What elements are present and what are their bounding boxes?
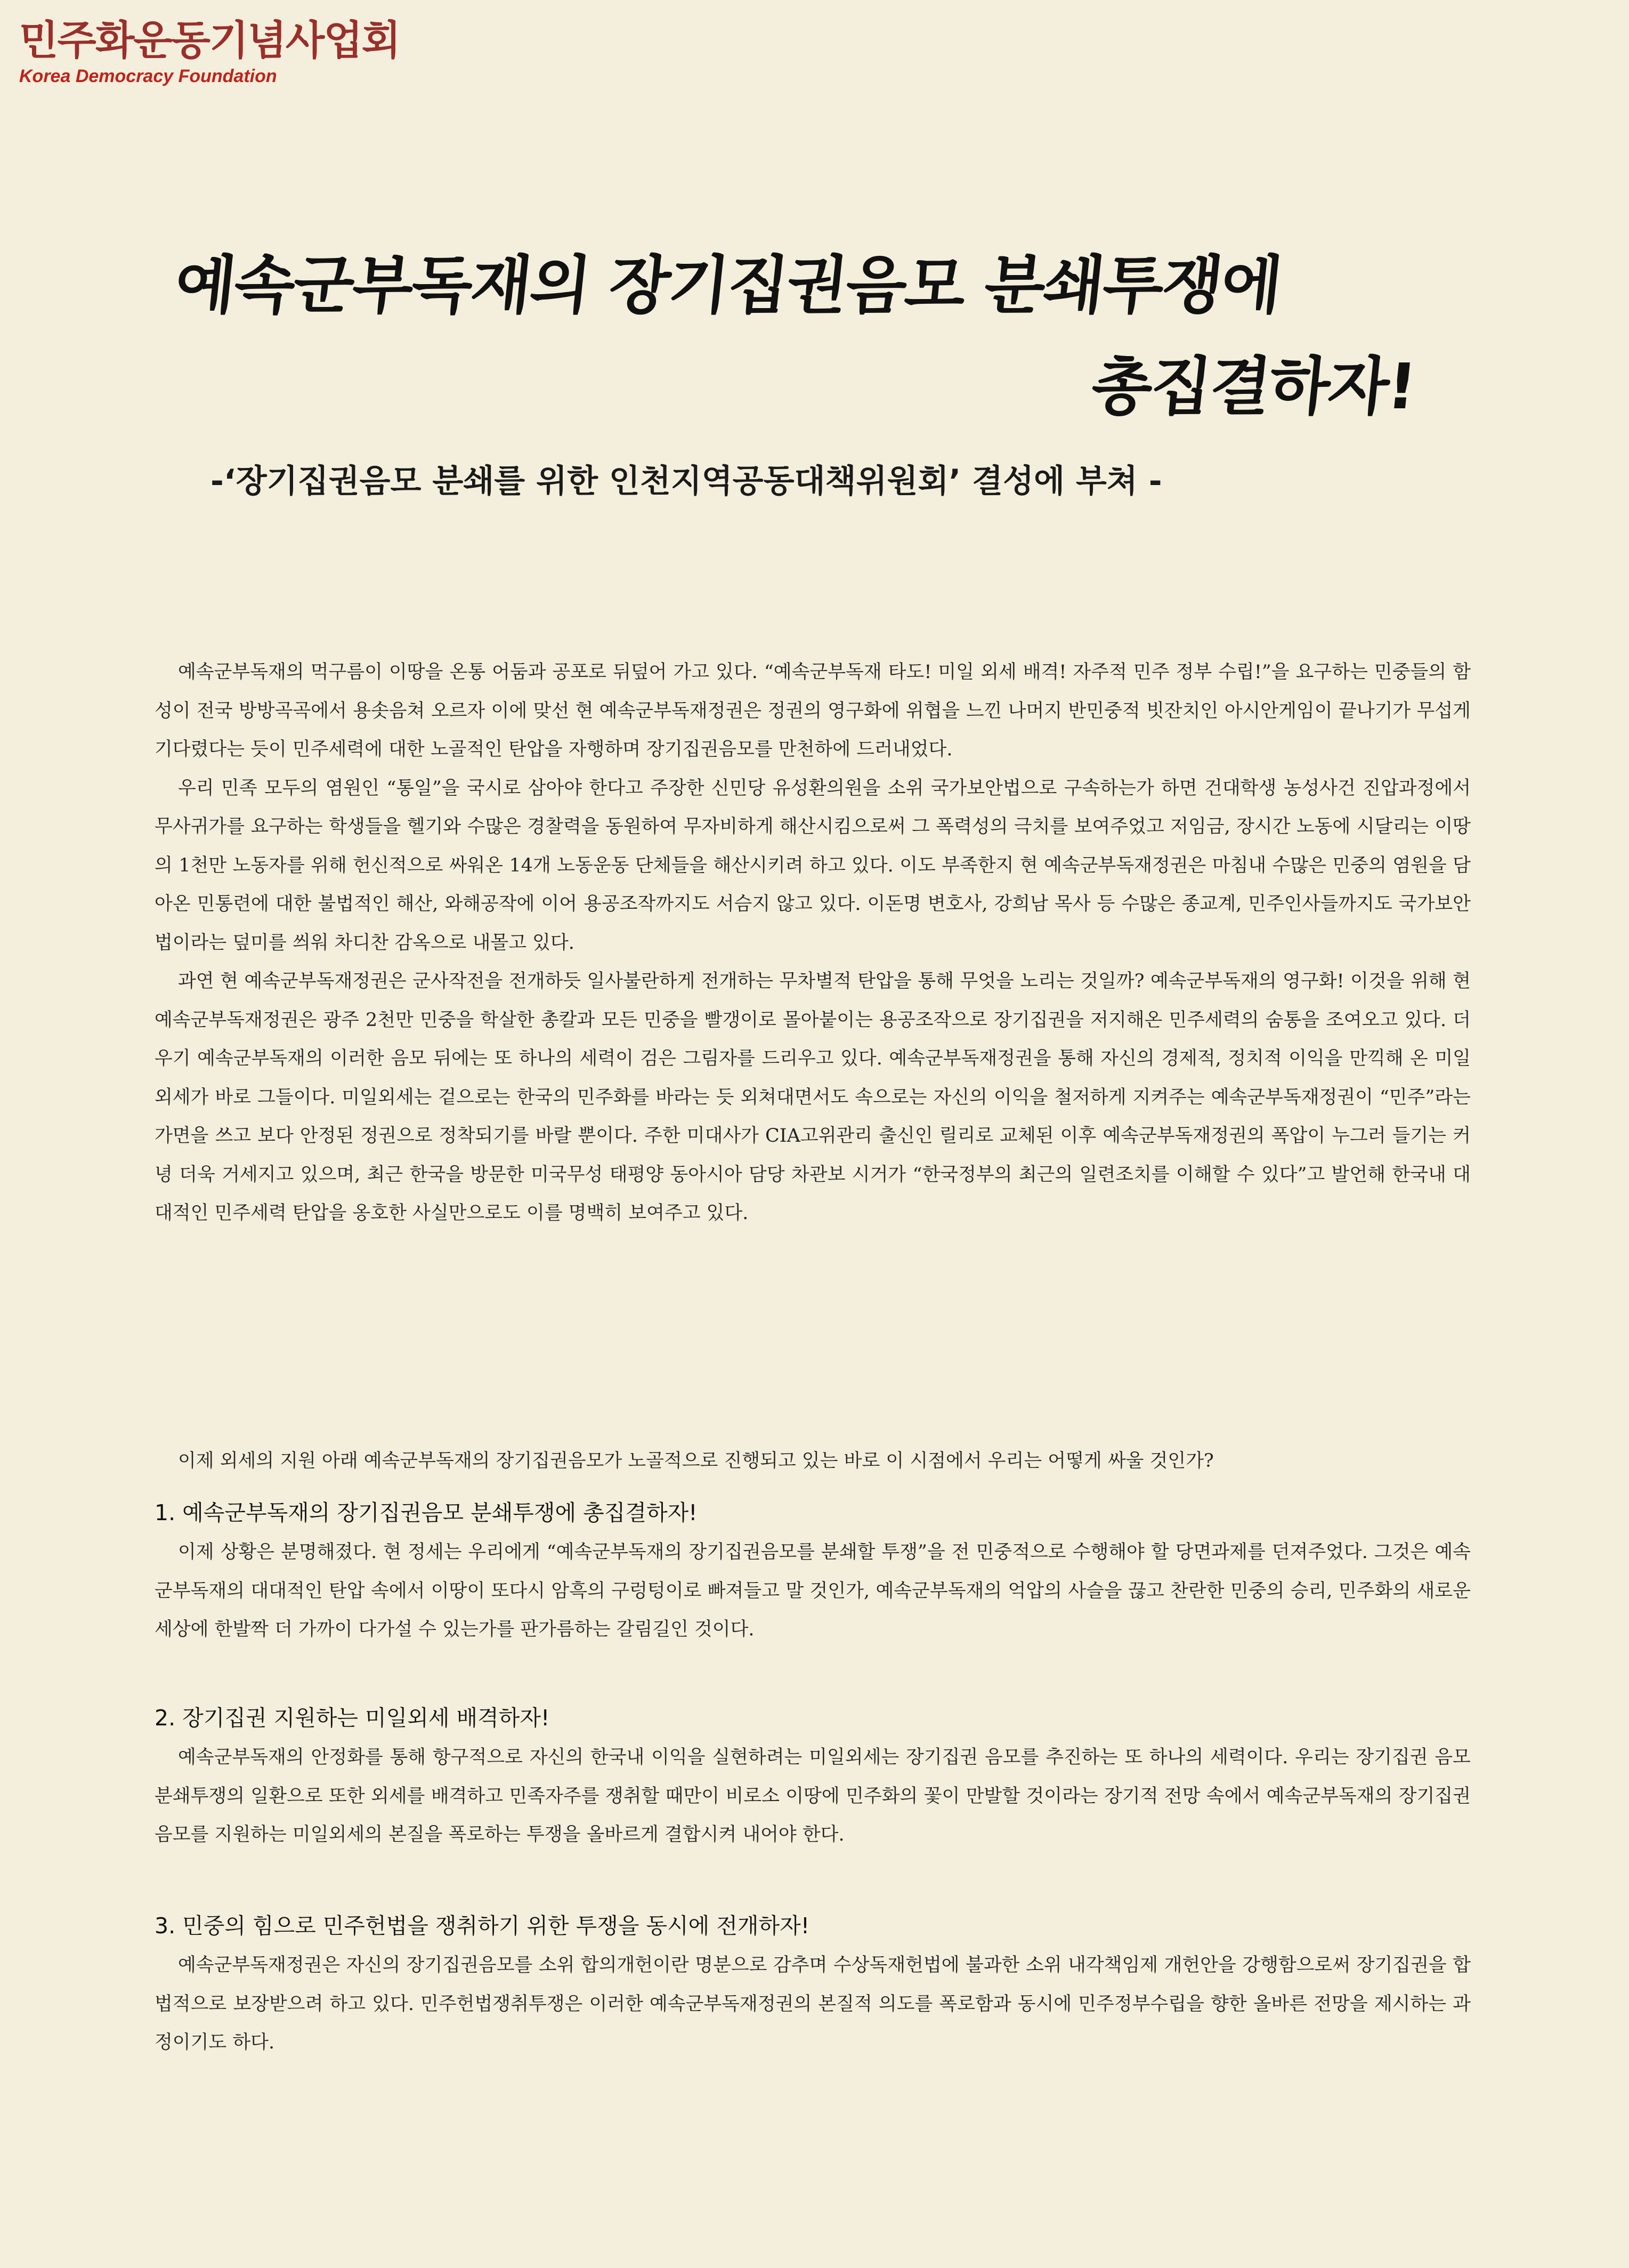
logo-korean-text: 민주화운동기념사업회 bbox=[19, 17, 400, 64]
page-subtitle: -‘장기집권음모 분쇄를 위한 인천지역공동대책위원회’ 결성에 부쳐 - bbox=[210, 463, 1162, 500]
section-heading: 2. 장기집권 지원하는 미일외세 배격하자! bbox=[155, 1705, 550, 1731]
section-2 bbox=[155, 1700, 1471, 1854]
section-heading: 1. 예속군부독재의 장기집권음모 분쇄투쟁에 총집결하자! bbox=[155, 1500, 698, 1526]
paragraph: 과연 현 예속군부독재정권은 군사작전을 전개하듯 일사불란하게 전개하는 무차별적 탄압을 통해 무엇을 노리는 것일까? 예속군부독재의 영구화! 이것을 위해 현 예속군부독재정권은 광주 2천만 민중을 학살한 총칼과 모든 민중을 빨갱이로 몰아붙이는 용공조작으로 장기집권을 저지해온 민주세력의 숨통을 조여오고 있다. 더우기 예속군부독재의 이러한 음모 뒤에는 또 하나의 세력이 검은 그림자를 드리우고 있다. 예속군부독재정권을 통해 자신의 경제적, 정치적 이익을 만끽해 온 미일외세가 바로 그들이다. 미일외세는 겉으로는 한국의 민주화를 바라는 듯 외쳐대면서도 속으로는 자신의 이익을 철저하게 지켜주는 예속군부독재정권이 “민주”라는 가면을 쓰고 보다 안정된 정권으로 정착되기를 바랄 뿐이다. 주한 미대사가 CIA고위관리 출신인 릴리로 교체된 이후 예속군부독재정권의 폭압이 누그러 들기는 커녕 더욱 거세지고 있으며, 최근 한국을 방문한 미국무성 태평양 동아시아 담당 차관보 시거가 “한국정부의 최근의 일련조치를 이해할 수 있다”고 발언해 한국내 대대적인 민주세력 탄압을 옹호한 사실만으로도 이를 명백히 보여주고 있다. bbox=[155, 971, 1471, 1224]
logo-english-text: Korea Democracy Foundation bbox=[19, 66, 277, 86]
intro-question: 이제 외세의 지원 아래 예속군부독재의 장기집권음모가 노골적으로 진행되고 있는 바로 이 시점에서 우리는 어떻게 싸울 것인가? bbox=[178, 1450, 1214, 1472]
body-text bbox=[155, 653, 1471, 1233]
page-title-line2: 총집결하자! bbox=[1088, 350, 1419, 423]
section-body: 예속군부독재의 안정화를 통해 항구적으로 자신의 한국내 이익을 실현하려는 미일외세는 장기집권 음모를 추진하는 또 하나의 세력이다. 우리는 장기집권 음모 분쇄투쟁의 일환으로 또한 외세를 배격하고 민족자주를 쟁취할 때만이 비로소 이땅에 민주화의 꽃이 만발할 것이라는 장기적 전망 속에서 예속군부독재의 장기집권음모를 지원하는 미일외세의 본질을 폭로하는 투쟁을 올바르게 결합시켜 내어야 한다. bbox=[155, 1747, 1471, 1845]
paragraph: 예속군부독재의 먹구름이 이땅을 온통 어둠과 공포로 뒤덮어 가고 있다. “예속군부독재 타도! 미일 외세 배격! 자주적 민주 정부 수립!”을 요구하는 민중들의 함성이 전국 방방곡곡에서 용솟음쳐 오르자 이에 맞선 현 예속군부독재정권은 정권의 영구화에 위협을 느낀 나머지 반민중적 빗잔치인 아시안게임이 끝나기가 무섭게 기다렸다는 듯이 민주세력에 대한 노골적인 탄압을 자행하며 장기집권음모를 만천하에 드러내었다. bbox=[155, 661, 1471, 760]
page-title-line1: 예속군부독재의 장기집권음모 분쇄투쟁에 bbox=[171, 248, 1285, 322]
section-body: 예속군부독재정권은 자신의 장기집권음모를 소위 합의개헌이란 명분으로 감추며 수상독재헌법에 불과한 소위 내각책임제 개헌안을 강행함으로써 장기집권을 합법적으로 보장받으려 하고 있다. 민주헌법쟁취투쟁은 이러한 예속군부독재정권의 본질적 의도를 폭로함과 동시에 민주정부수립을 향한 올바른 전망을 제시하는 과정이기도 하다. bbox=[155, 1955, 1471, 2053]
section-3 bbox=[155, 1908, 1471, 2062]
logo bbox=[19, 17, 400, 87]
section-1 bbox=[155, 1495, 1471, 1649]
paragraph: 우리 민족 모두의 염원인 “통일”을 국시로 삼아야 한다고 주장한 신민당 유성환의원을 소위 국가보안법으로 구속하는가 하면 건대학생 농성사건 진압과정에서 무사귀가를 요구하는 학생들을 헬기와 수많은 경찰력을 동원하여 무자비하게 해산시킴으로써 그 폭력성의 극치를 보여주었고 저임금, 장시간 노동에 시달리는 이땅의 1천만 노동자를 위해 헌신적으로 싸워온 14개 노동운동 단체들을 해산시키려 하고 있다. 이도 부족한지 현 예속군부독재정권은 마침내 수많은 민중의 염원을 담아온 민통련에 대한 불법적인 해산, 와해공작에 이어 용공조작까지도 서슴지 않고 있다. 이돈명 변호사, 강희남 목사 등 수많은 종교계, 민주인사들까지도 국가보안법이라는 덮미를 씌워 차디찬 감옥으로 내몰고 있다. bbox=[155, 777, 1471, 954]
section-heading: 3. 민중의 힘으로 민주헌법을 쟁취하기 위한 투쟁을 동시에 전개하자! bbox=[155, 1913, 810, 1939]
section-body: 이제 상황은 분명해졌다. 현 정세는 우리에게 “예속군부독재의 장기집권음모를 분쇄할 투쟁”을 전 민중적으로 수행해야 할 당면과제를 던져주었다. 그것은 예속군부독재의 대대적인 탄압 속에서 이땅이 또다시 암흑의 구렁텅이로 빠져들고 말 것인가, 예속군부독재의 억압의 사슬을 끊고 찬란한 민중의 승리, 민주화의 새로운 세상에 한발짝 더 가까이 다가설 수 있는가를 판가름하는 갈림길인 것이다. bbox=[155, 1541, 1471, 1640]
